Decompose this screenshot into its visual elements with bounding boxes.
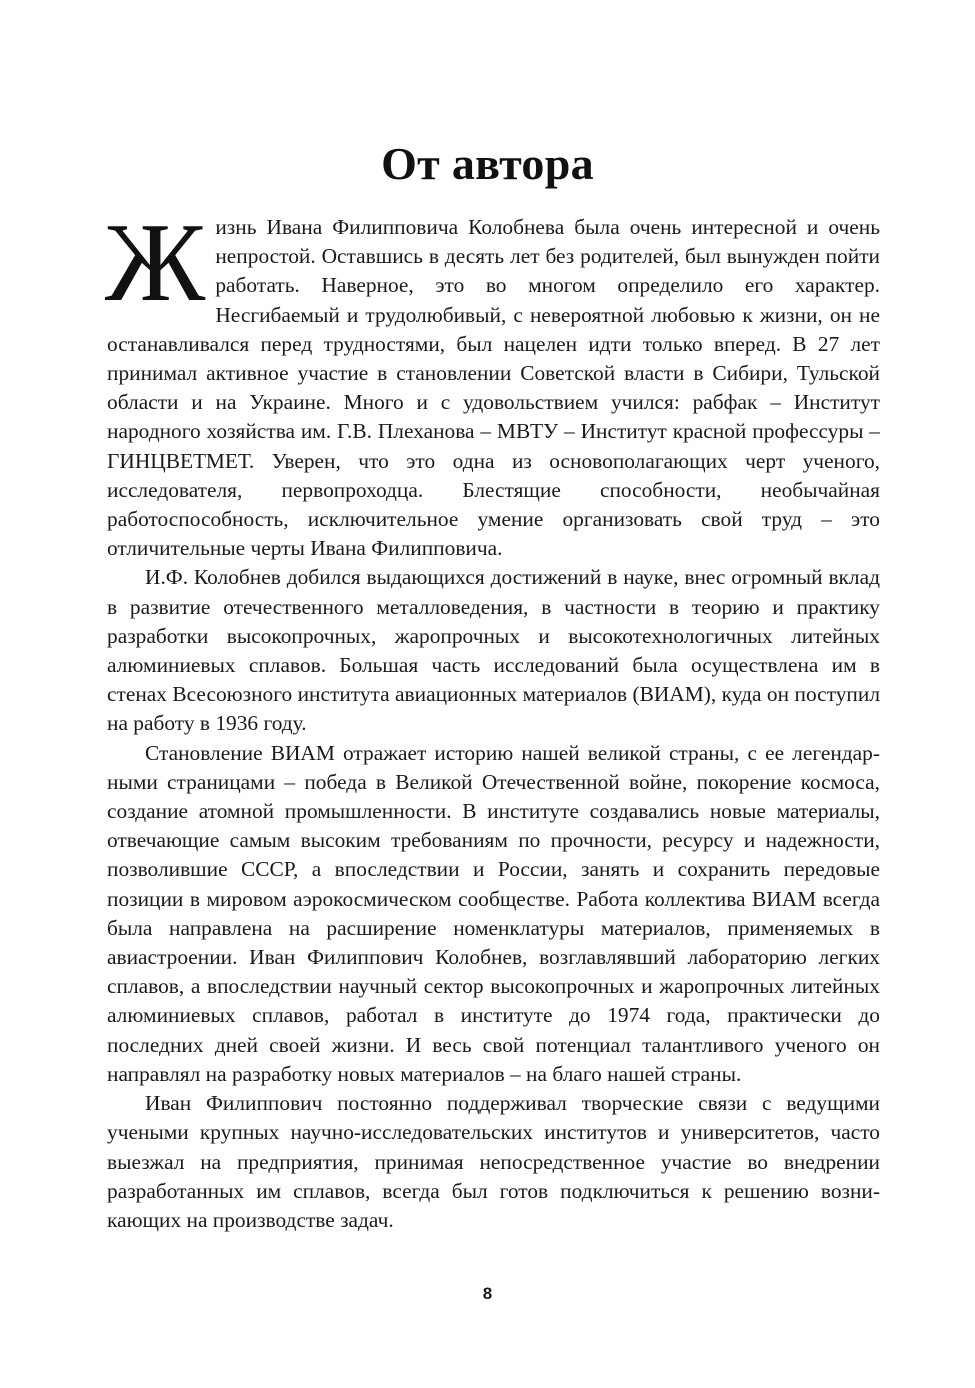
paragraph-4: Иван Филиппович постоянно поддерживал творческие связи с ведущими учеными крупных научно-исследовательских институтов и университетов, часто выезжал на предприятия, принимая непосредственное участие во внедрении разработанных им сплавов, всегда был готов подключиться к решению возникающих на производстве задач. [107, 1091, 880, 1232]
paragraph-3: Становление ВИАМ отражает историю нашей великой страны, с ее легендарными страницами – победа в Великой Отечественной войне, покорение космоса, создание атомной промышленности. В институте создавались новые материалы, отвечающие самым высоким требованиям по прочности, ресурсу и надежности, позволившие СССР, а впоследствии и России, занять и сохранить передовые позиции в мировом аэрокосмическом сообществе. Работа коллектива ВИАМ всегда была направлена на расширение номенклатуры материалов, применяемых в авиастроении. Иван Филиппович Колобнев, возглавлявший лабораторию легких сплавов, а впоследствии научный сектор высокопрочных и жаропрочных литейных алюминиевых сплавов, работал в институте до 1974 года, практически до последних дней своей жизни. И весь свой потенциал талантливого ученого он направлял на разработку новых материалов – на благо нашей страны. [107, 740, 880, 1086]
page-number: 8 [482, 1284, 493, 1303]
page-title: От автора [381, 138, 594, 189]
drop-cap: Ж [105, 201, 206, 325]
paragraph-2: И.Ф. Колобнев добился выдающихся достижений в науке, внес огромный вклад в развитие отечественного металловедения, в частности в теорию и практику разработки высокопрочных, жаропрочных и высокотехнологичных литейных алюминиевых сплавов. Большая часть исследований была осуществлена им в стенах Всесоюзного института авиационных материалов (ВИАМ), куда он поступил на работу в 1936 году. [107, 565, 880, 736]
body-text [105, 201, 880, 1235]
paragraph-1-text: изнь Ивана Филипповича Колобнева была очень интересной и очень непростой. Оставшись в десять лет без родителей, был вынужден пойти работать. Наверное, это во многом определило его характер. Несгибаемый и трудолюбивый, с невероятной любовью к жизни, он не останавливался перед трудностями, был нацелен идти только вперед. В 27 лет принимал активное участие в становлении Советской власти в Сибири, Тульской области и на Украине. Много и с удовольствием учился: рабфак – Институт народного хозяйства им. Г.В. Плеханова – МВТУ – Институт красной профессуры – ГИНЦВЕТМЕТ. Уверен, что это одна из основополагающих черт ученого, исследователя, первопроходца. Блестящие способности, необычайная работоспособность, исключительное умение организовать свой труд – это отличительные черты Ивана Филипповича. [107, 215, 880, 561]
paragraph-1 [105, 201, 880, 563]
